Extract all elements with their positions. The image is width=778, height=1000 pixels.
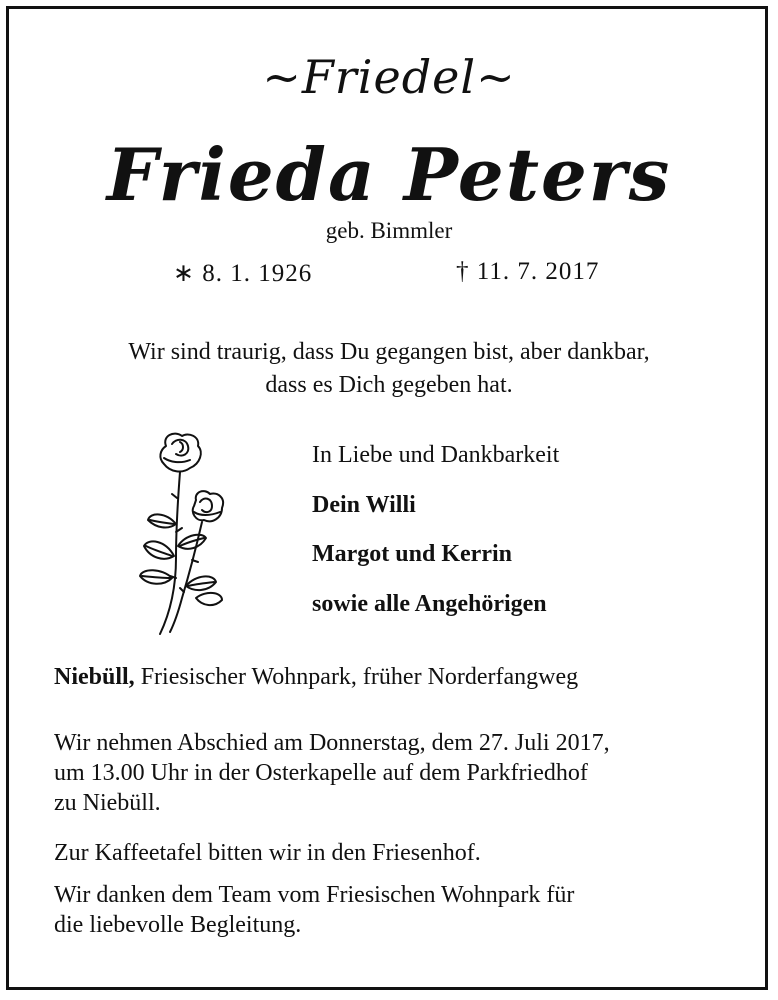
- birth-date: ∗ 8. 1. 1926: [173, 260, 313, 287]
- birth-name: geb. Bimmler: [325, 218, 453, 243]
- memorial-quote: [0, 336, 778, 402]
- deceased-name: Frieda Peters: [106, 132, 672, 217]
- quote-line: dass es Dich gegeben hat.: [265, 372, 513, 398]
- quote-line: Wir sind traurig, dass Du gegangen bist, aber dankbar,: [128, 339, 650, 365]
- farewell-paragraph: [54, 728, 734, 818]
- thanks-line: die liebevolle Begleitung.: [54, 912, 302, 938]
- farewell-line: um 13.00 Uhr in der Osterkapelle auf dem Parkfriedhof: [54, 760, 588, 786]
- thanks-line: Wir danken dem Team vom Friesischen Wohnpark für: [54, 882, 575, 908]
- farewell-line: Wir nehmen Abschied am Donnerstag, dem 27. Juli 2017,: [54, 730, 610, 756]
- coffee-notice: Zur Kaffeetafel bitten wir in den Friesenhof.: [54, 840, 481, 866]
- death-date: † 11. 7. 2017: [456, 258, 600, 285]
- rose-drawing-icon: [136, 428, 236, 640]
- nickname: ~Friedel~: [262, 50, 516, 104]
- signature-line: Dein Willi: [312, 492, 416, 518]
- signature-line: Margot und Kerrin: [312, 541, 512, 567]
- farewell-line: zu Niebüll.: [54, 790, 161, 816]
- location-city: Niebüll,: [54, 664, 135, 690]
- signature-line: sowie alle Angehörigen: [312, 591, 547, 617]
- location-detail: Friesischer Wohnpark, früher Norderfangweg: [134, 664, 579, 690]
- thanks-paragraph: [54, 880, 734, 940]
- location-line: [54, 662, 734, 692]
- signature-intro: In Liebe und Dankbarkeit: [312, 442, 560, 468]
